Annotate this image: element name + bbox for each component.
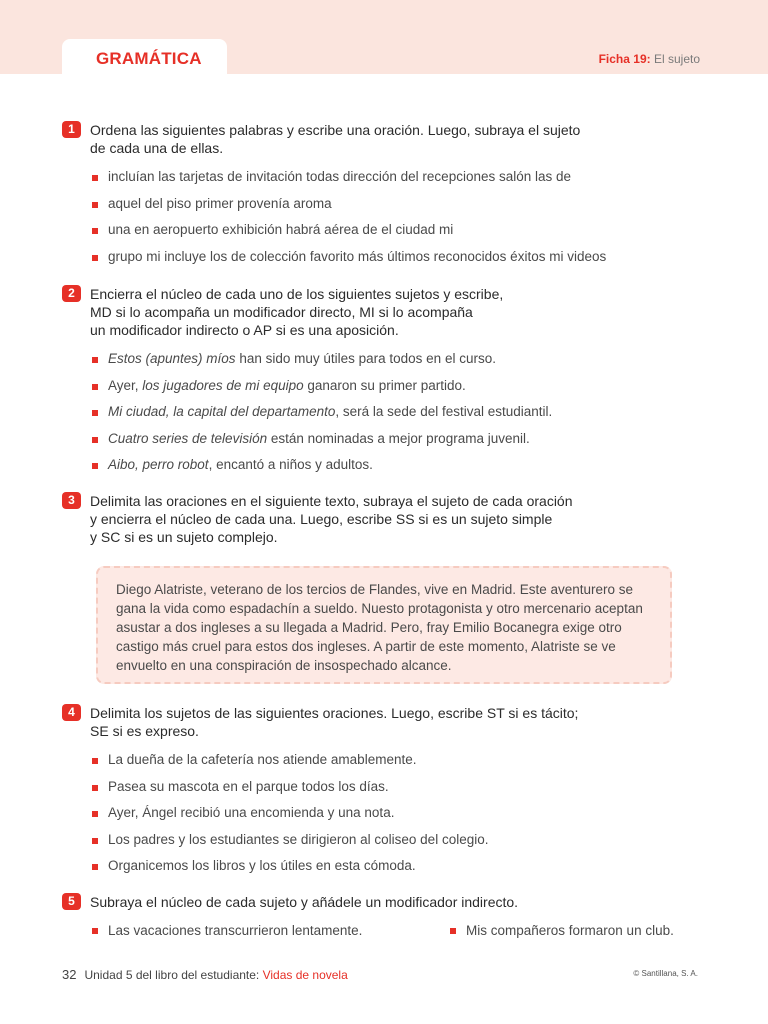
exercise-3 <box>62 492 702 546</box>
exercise-4 <box>62 704 702 880</box>
list-item: Las vacaciones transcurrieron lentamente. <box>90 921 448 941</box>
page-number: 32 <box>62 967 77 982</box>
book-title: Vidas de novela <box>262 968 348 982</box>
list-item: incluían las tarjetas de invitación todas dirección del recepciones salón las de <box>90 164 702 191</box>
item-list <box>90 346 702 479</box>
item-list <box>90 747 702 880</box>
list-item: Pasea su mascota en el parque todos los días. <box>90 774 702 801</box>
predicate-text: han sido muy útiles para todos en el curso. <box>235 351 496 366</box>
section-tab <box>62 39 227 81</box>
exercise-2 <box>62 285 702 479</box>
list-item <box>90 373 702 400</box>
exercise-number: 1 <box>62 121 81 138</box>
list-item: grupo mi incluye los de colección favorito más últimos reconocidos éxitos mi videos <box>90 244 702 271</box>
list-item <box>90 399 702 426</box>
ficha-title: El sujeto <box>653 52 700 66</box>
exercise-number: 4 <box>62 704 81 721</box>
reading-text-box: Diego Alatriste, veterano de los tercios de Flandes, vive en Madrid. Este aventurero se gana la vida como espadachín a sueldo. Nuesto protagonista y otro mercenario aceptan asustar a dos ingleses a su llegada a Madrid. Pero, fray Emilio Bocanegra exige otro castigo más cruel para estos dos ingleses. A partir de este momento, Alatriste se ve envuelto en una conspiración de insospechado alcance. <box>96 566 672 684</box>
list-item: aquel del piso primer provenía aroma <box>90 191 702 218</box>
predicate-text: ganaron su primer partido. <box>303 377 466 393</box>
page-footer <box>62 967 702 982</box>
exercise-instruction: Ordena las siguientes palabras y escribe una oración. Luego, subraya el sujeto de cada una de ellas. <box>90 122 581 156</box>
exercise-instruction: Subraya el núcleo de cada sujeto y añádele un modificador indirecto. <box>90 894 519 910</box>
predicate-text: , encantó a niños y adultos. <box>208 457 373 472</box>
list-item: Los padres y los estudiantes se dirigieron al coliseo del colegio. <box>90 827 702 854</box>
subject-phrase: Estos (apuntes) míos <box>108 351 236 366</box>
list-item: Organicemos los libros y los útiles en esta cómoda. <box>90 853 702 880</box>
predicate-text: están nominadas a mejor programa juvenil. <box>267 430 530 446</box>
ficha-number: Ficha 19: <box>598 52 651 66</box>
predicate-text: , será la sede del festival estudiantil. <box>335 404 553 419</box>
unit-reference: Unidad 5 del libro del estudiante: <box>84 968 263 982</box>
list-item: La dueña de la cafetería nos atiende amablemente. <box>90 747 702 774</box>
item-list <box>90 921 702 941</box>
subject-phrase: Aibo, perro robot <box>108 457 209 472</box>
list-item <box>90 346 702 373</box>
exercise-number: 5 <box>62 893 81 910</box>
list-item <box>90 426 702 453</box>
copyright: © Santillana, S. A. <box>633 969 698 978</box>
exercise-1 <box>62 121 702 270</box>
subject-phrase: Mi ciudad, la capital del departamento <box>108 404 336 419</box>
subject-phrase: los jugadores de mi equipo <box>142 377 304 393</box>
list-item: Ayer, Ángel recibió una encomienda y una nota. <box>90 800 702 827</box>
item-list <box>90 164 702 270</box>
prefix-text: Ayer, <box>108 377 143 393</box>
exercise-number: 2 <box>62 285 81 302</box>
list-item: Mis compañeros formaron un club. <box>448 921 674 941</box>
exercise-instruction: Encierra el núcleo de cada uno de los siguientes sujetos y escribe, MD si lo acompaña un modificador directo, MI si lo acompaña un modificador indirecto o AP si es una aposición. <box>90 286 504 338</box>
list-item: una en aeropuerto exhibición habrá aérea de el ciudad mi <box>90 217 702 244</box>
subject-phrase: Cuatro series de televisión <box>108 430 268 446</box>
section-title: GRAMÁTICA <box>96 49 202 68</box>
exercise-5 <box>62 893 702 941</box>
exercise-instruction: Delimita las oraciones en el siguiente texto, subraya el sujeto de cada oración y encierra el núcleo de cada una. Luego, escribe SS si es un sujeto simple y SC si es un sujeto complejo. <box>90 493 573 545</box>
list-item <box>90 452 702 479</box>
exercise-number: 3 <box>62 492 81 509</box>
exercise-instruction: Delimita los sujetos de las siguientes oraciones. Luego, escribe ST si es tácito; SE si es expreso. <box>90 705 579 739</box>
ficha-label <box>599 52 700 66</box>
